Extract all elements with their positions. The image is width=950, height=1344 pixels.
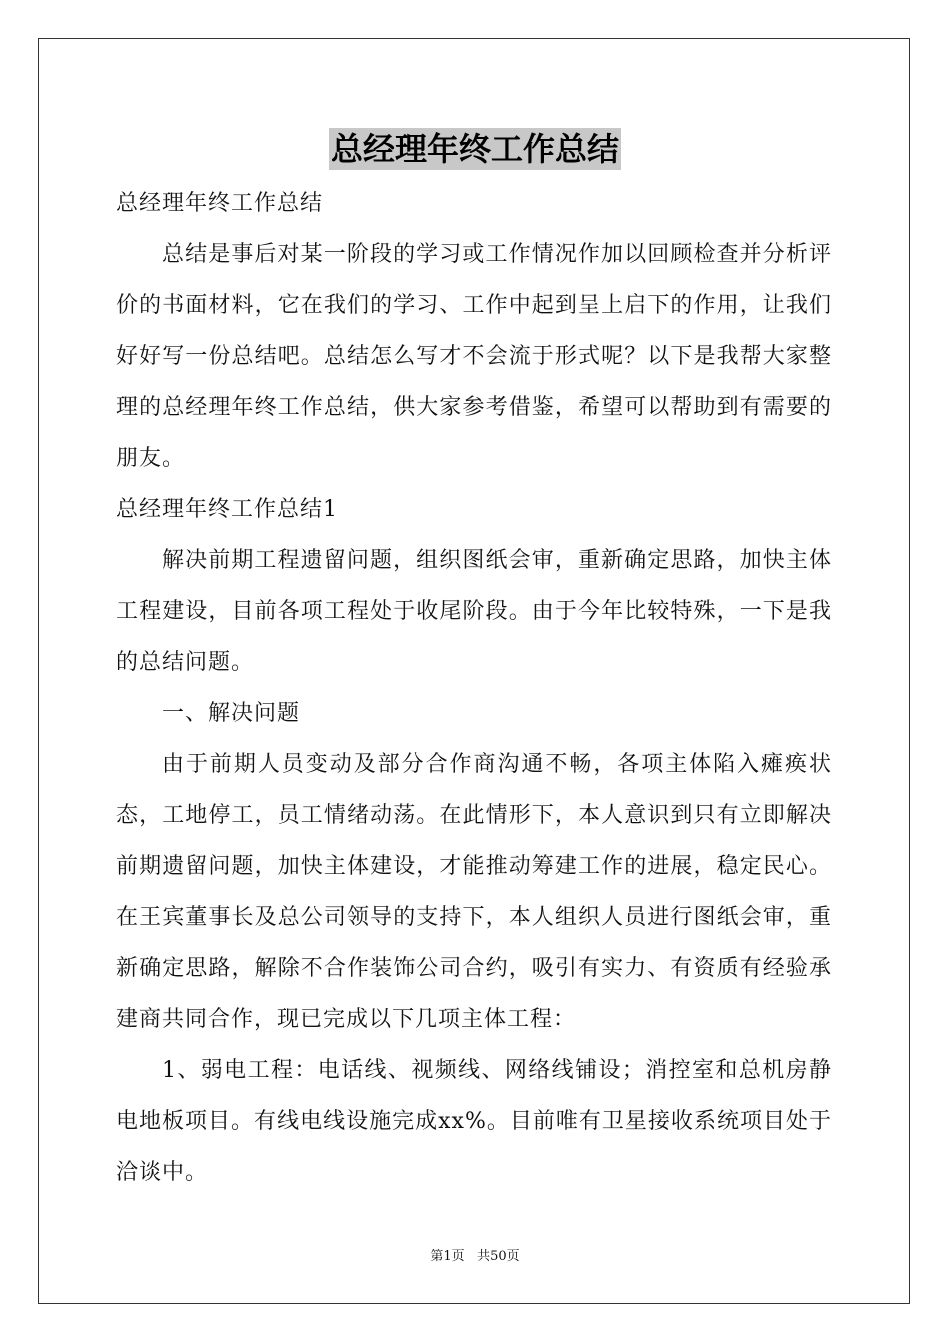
body-paragraph: 由于前期人员变动及部分合作商沟通不畅，各项主体陷入瘫痪状态，工地停工，员工情绪动荡。在此情形下，本人意识到只有立即解决前期遗留问题，加快主体建设，才能推动筹建工作的进展，稳定民心。在王宾董事长及总公司领导的支持下，本人组织人员进行图纸会审，重新确定思路，解除不合作装饰公司合约，吸引有实力、有资质有经验承建商共同合作，现已完成以下几项主体工程： [116,752,832,1032]
document-body [116,178,832,1198]
body-paragraph: 解决前期工程遗留问题，组织图纸会审，重新确定思路，加快主体工程建设，目前各项工程处于收尾阶段。由于今年比较特殊，一下是我的总结问题。 [116,548,832,675]
page-number: 第1页 [430,1249,465,1264]
document-title: 总经理年终工作总结 [330,130,619,168]
body-paragraph: 1、弱电工程：电话线、视频线、网络线铺设；消控室和总机房静电地板项目。有线电线设施完成xx%。目前唯有卫星接收系统项目处于洽谈中。 [116,1058,832,1185]
title-container [0,128,950,170]
page-footer [0,1248,950,1266]
body-paragraph: 总结是事后对某一阶段的学习或工作情况作加以回顾检查并分析评价的书面材料，它在我们的学习、工作中起到呈上启下的作用，让我们好好写一份总结吧。总结怎么写才不会流于形式呢？以下是我帮大家整理的总经理年终工作总结，供大家参考借鉴，希望可以帮助到有需要的朋友。 [116,242,832,471]
section-heading: 总经理年终工作总结1 [116,497,338,522]
body-paragraph: 总经理年终工作总结 [116,191,324,216]
page-total: 共50页 [477,1249,520,1264]
subsection-heading: 一、解决问题 [162,701,301,726]
